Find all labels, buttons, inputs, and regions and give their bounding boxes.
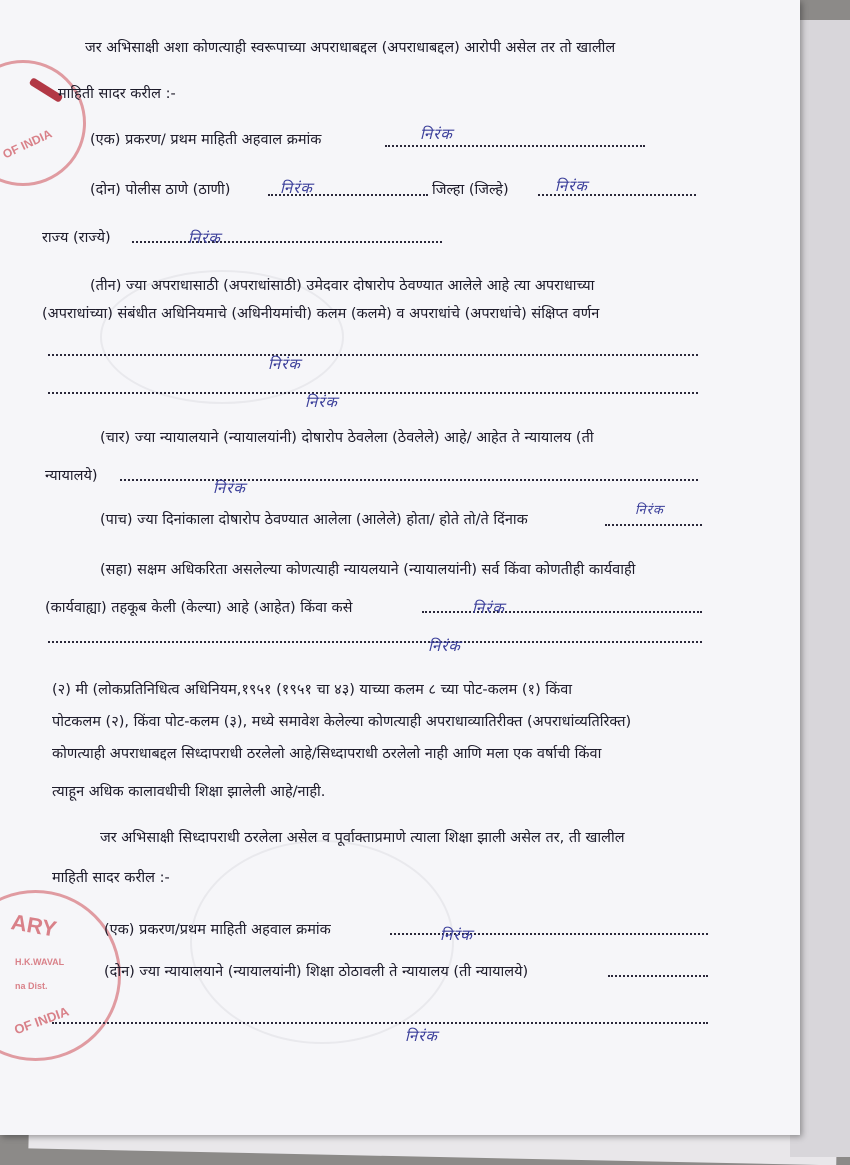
stamp-text: OF INDIA	[0, 126, 55, 162]
stamp-text: OF INDIA	[12, 1003, 71, 1038]
para3-don-answer: निरंक	[405, 1027, 438, 1045]
item-char-answer: निरंक	[213, 479, 246, 497]
stamp-text: H.K.WAVAL	[15, 957, 65, 967]
item-rajya-label: राज्य (राज्ये)	[42, 230, 111, 246]
para3-don-dots-2	[52, 1022, 708, 1024]
item-teen-answer-1: निरंक	[268, 355, 301, 373]
item-pach-label: (पाच) ज्या दिनांकाला दोषारोप ठेवण्यात आलेला (आलेले) होता/ होते तो/ते दिंनाक	[100, 512, 528, 528]
para2-line-3: कोणत्याही अपराधाबद्दल सिध्दापराधी ठरलेलो आहे/सिध्दापराधी ठरलेलो नाही आणि मला एक वर्षाची किंवा	[52, 746, 602, 762]
item-rajya-answer: निरंक	[188, 229, 221, 247]
intro-line-2: माहिती सादर करील :-	[58, 86, 176, 102]
notary-stamp-top	[0, 60, 86, 186]
item-saha-line-1: (सहा) सक्षम अधिकरिता असलेल्या कोणत्याही न्यायलयाने (न्यायालयांनी) सर्व किंवा कोणतीही कार्यवाही	[100, 562, 636, 578]
para3-don-label: (दोन) ज्या न्यायालयाने (न्यायालयांनी) शिक्षा ठोठावली ते न्यायालय (ती न्यायालये)	[104, 964, 529, 980]
stamp-text: na Dist.	[15, 981, 48, 991]
item-jilha-answer: निरंक	[555, 177, 588, 195]
item-saha-line-2: (कार्यवाह्या) तहकूब केली (केल्या) आहे (आहेत) किंवा कसे	[45, 600, 353, 616]
item-char-line-2: न्यायालये)	[45, 468, 98, 484]
item-teen-dots-1	[48, 354, 698, 356]
item-saha-dots-2	[48, 641, 702, 643]
item-saha-answer-1: निरंक	[472, 599, 505, 617]
item-char-dots	[120, 479, 698, 481]
para2-line-4: त्याहून अधिक कालावधीची शिक्षा झालेली आहे/नाही.	[52, 784, 326, 800]
intro-line-1: जर अभिसाक्षी अशा कोणत्याही स्वरूपाच्या अपराधाबद्दल (अपराधाबद्दल) आरोपी असेल तर तो खालील	[85, 40, 616, 56]
item-pach-dots	[605, 524, 702, 526]
para2-line-2: पोटकलम (२), किंवा पोट-कलम (३), मध्ये समावेश केलेल्या कोणत्याही अपराधाव्यातिरीक्त (अपराधांव्यतिरिक्त)	[52, 714, 632, 730]
item-teen-line-2: (अपराधांच्या) संबंधीत अधिनियमाचे (अधिनीयमांची) कलम (कलमे) व अपराधांचे (अपराधांचे) संक्षिप्त वर्णन	[42, 306, 600, 322]
item-don-answer: निरंक	[280, 179, 313, 197]
para3-ek-label: (एक) प्रकरण/प्रथम माहिती अहवाल क्रमांक	[104, 922, 331, 938]
para3-don-dots	[608, 975, 708, 977]
item-pach-answer: निरंक	[635, 503, 664, 518]
item-teen-dots-2	[48, 392, 698, 394]
para2-line-1: (२) मी (लोकप्रतिनिधित्व अधिनियम,१९५१ (१९५१ चा ४३) याच्या कलम ८ च्या पोट-कलम (१) किंवा	[52, 682, 573, 698]
item-ek-dots	[385, 145, 645, 147]
item-rajya-dots	[132, 241, 442, 243]
item-teen-answer-2: निरंक	[305, 393, 338, 411]
item-teen-line-1: (तीन) ज्या अपराधासाठी (अपराधांसाठी) उमेदवार दोषारोप ठेवण्यात आलेले आहे त्या अपराधाच्या	[90, 278, 595, 294]
item-ek-answer: निरंक	[420, 125, 453, 143]
item-saha-dots-1	[422, 611, 702, 613]
stamp-text: ARY	[9, 909, 59, 942]
item-char-line-1: (चार) ज्या न्यायालयाने (न्यायालयांनी) दोषारोप ठेवलेला (ठेवलेले) आहे/ आहेत ते न्यायालय (ती	[100, 430, 594, 446]
para3-ek-dots	[390, 933, 708, 935]
ghost-seal-bottom	[190, 840, 454, 1044]
item-don-label: (दोन) पोलीस ठाणे (ठाणी)	[90, 182, 231, 198]
notary-stamp-bottom	[0, 890, 121, 1061]
para3-ek-answer: निरंक	[440, 926, 473, 944]
para3-line-2: माहिती सादर करील :-	[52, 870, 170, 886]
item-saha-answer-2: निरंक	[428, 637, 461, 655]
item-ek-label: (एक) प्रकरण/ प्रथम माहिती अहवाल क्रमांक	[90, 132, 322, 148]
para3-line-1: जर अभिसाक्षी सिध्दापराधी ठरलेला असेल व पूर्वाक्ताप्रमाणे त्याला शिक्षा झाली असेल तर, ती खालील	[100, 830, 625, 846]
item-jilha-label: जिल्हा (जिल्हे)	[432, 182, 509, 198]
